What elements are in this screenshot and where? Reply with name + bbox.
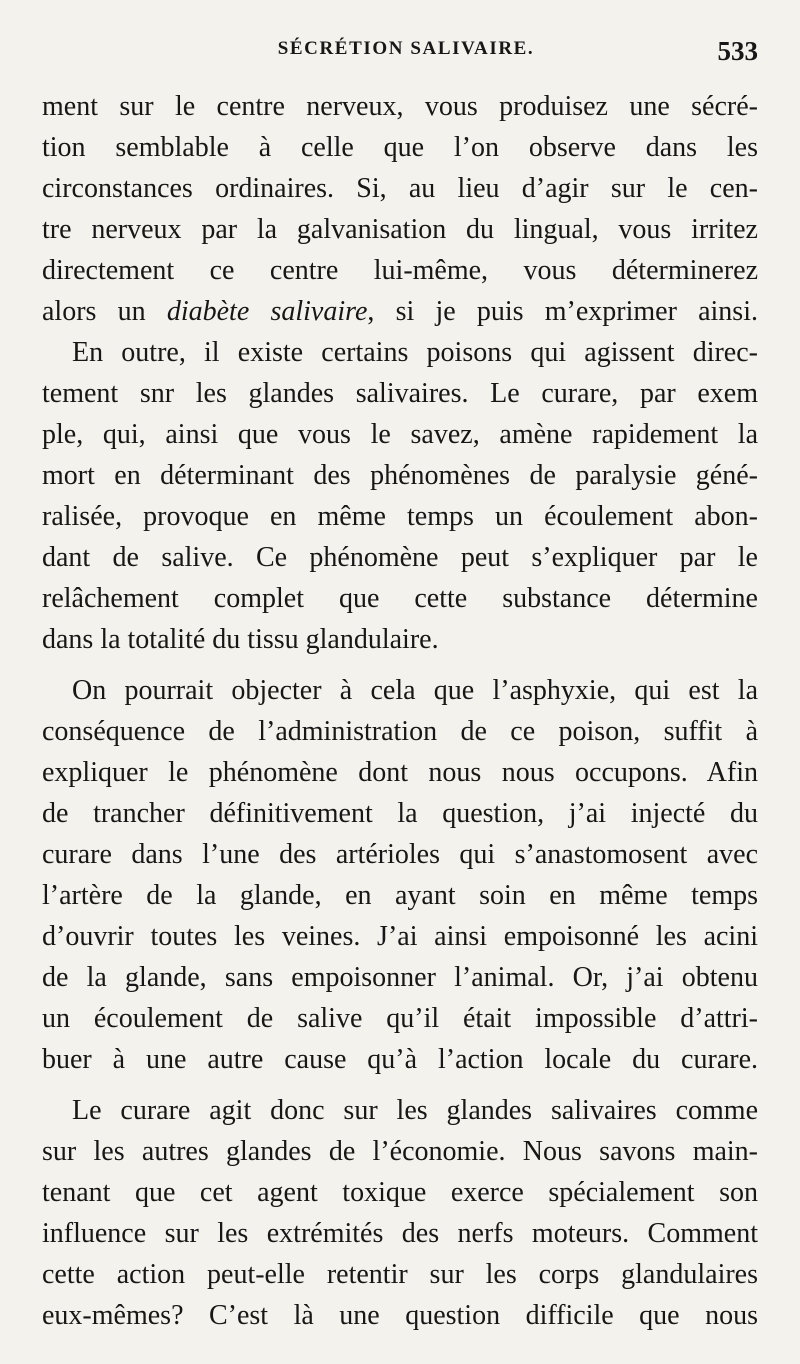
text-line: tre nerveux par la galvanisation du lingual, vous irritez [42, 214, 758, 245]
text-run: alors un [42, 296, 167, 327]
paragraph-2 [42, 332, 758, 660]
text-line: dans la totalité du tissu glandulaire. [42, 624, 439, 655]
text-line: eux-mêmes? C’est là une question difficile que nous [42, 1300, 758, 1331]
text-line: En outre, il existe certains poisons qui agissent direc- [72, 337, 758, 368]
text-line: sur les autres glandes de l’économie. Nous savons main- [42, 1136, 758, 1167]
text-run: , si je puis m’exprimer ainsi. [367, 296, 758, 327]
text-line: tenant que cet agent toxique exerce spécialement son [42, 1177, 758, 1208]
text-line: dant de salive. Ce phénomène peut s’expliquer par le [42, 542, 758, 573]
text-line: d’ouvrir toutes les veines. J’ai ainsi empoisonné les acini [42, 921, 758, 952]
paragraph-gap [42, 1080, 758, 1090]
paragraph-4 [42, 1090, 758, 1336]
text-line: ment sur le centre nerveux, vous produisez une sécré- [42, 91, 758, 122]
text-line: expliquer le phénomène dont nous nous occupons. Afin [42, 757, 758, 788]
italic-term: diabète salivaire [166, 296, 368, 327]
text-line: conséquence de l’administration de ce poison, suffit à [42, 716, 758, 747]
text-line: influence sur les extrémités des nerfs moteurs. Comment [42, 1218, 758, 1249]
page-number: 533 [717, 36, 758, 66]
text-line: relâchement complet que cette substance détermine [42, 583, 758, 614]
page-header [42, 38, 758, 78]
text-line: curare dans l’une des artérioles qui s’anastomosent avec [42, 839, 758, 870]
text-line-mixed [42, 291, 758, 332]
running-title: SÉCRÉTION SALIVAIRE. [277, 38, 535, 59]
text-line: Le curare agit donc sur les glandes salivaires comme [72, 1095, 758, 1126]
text-line: tement snr les glandes salivaires. Le curare, par exem [42, 378, 758, 409]
text-line: buer à une autre cause qu’à l’action locale du curare. [42, 1044, 758, 1075]
paragraph-1 [42, 86, 758, 332]
text-line: mort en déterminant des phénomènes de paralysie géné- [42, 460, 758, 491]
body-text [42, 86, 758, 1336]
text-line: directement ce centre lui-même, vous déterminerez [42, 255, 758, 286]
text-line: ralisée, provoque en même temps un écoulement abon- [42, 501, 758, 532]
text-line: circonstances ordinaires. Si, au lieu d’agir sur le cen- [42, 173, 758, 204]
paragraph-3 [42, 670, 758, 1080]
text-line: tion semblable à celle que l’on observe dans les [42, 132, 758, 163]
text-line: de trancher définitivement la question, j’ai injecté du [42, 798, 758, 829]
paragraph-gap [42, 660, 758, 670]
text-line: On pourrait objecter à cela que l’asphyxie, qui est la [72, 675, 758, 706]
text-line: un écoulement de salive qu’il était impossible d’attri- [42, 1003, 758, 1034]
text-line: de la glande, sans empoisonner l’animal. Or, j’ai obtenu [42, 962, 758, 993]
text-line: l’artère de la glande, en ayant soin en même temps [42, 880, 758, 911]
text-line: ple, qui, ainsi que vous le savez, amène rapidement la [42, 419, 758, 450]
text-line: cette action peut-elle retentir sur les corps glandulaires [42, 1259, 758, 1290]
